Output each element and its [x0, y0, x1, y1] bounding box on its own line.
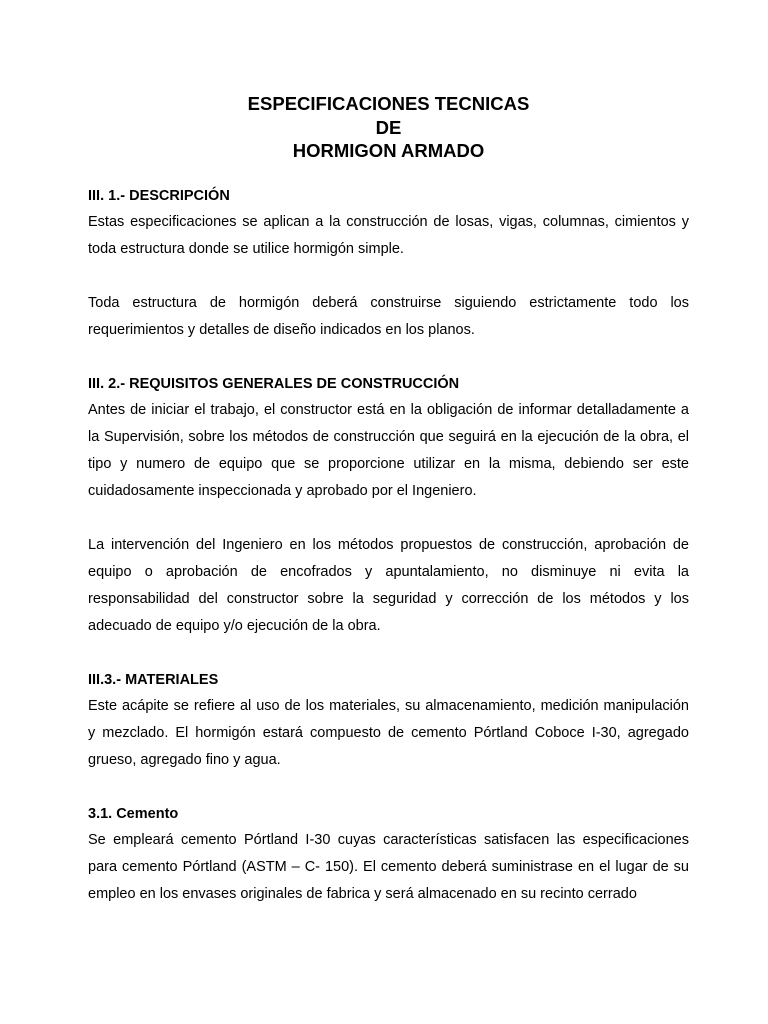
paragraph: Estas especificaciones se aplican a la construcción de losas, vigas, columnas, cimientos y toda estructura donde se utilice hormigón simple. [88, 213, 689, 257]
paragraph: Toda estructura de hormigón deberá construirse siguiendo estrictamente todo los requerimientos y detalles de diseño indicados en los planos. [88, 294, 689, 338]
section-heading-descripcion: III. 1.- DESCRIPCIÓN [88, 187, 230, 204]
title-line-2: DE [375, 116, 402, 138]
document-title [88, 92, 689, 163]
document-page [88, 92, 689, 908]
paragraph: La intervención del Ingeniero en los métodos propuestos de construcción, aprobación de equipo o aprobación de encofrados y apuntalamiento, no disminuye ni evita la responsabilidad del constructor sobre la seguridad y corrección de los métodos y los adecuado de equipo y/o ejecución de la obra. [88, 536, 689, 634]
section-heading-cemento: 3.1. Cemento [88, 805, 179, 822]
paragraph: Este acápite se refiere al uso de los materiales, su almacenamiento, medición manipulación y mezclado. El hormigón estará compuesto de cemento Pórtland Coboce I-30, agregado grueso, agregado fino y agua. [88, 697, 689, 768]
paragraph: Antes de iniciar el trabajo, el constructor está en la obligación de informar detalladamente a la Supervisión, sobre los métodos de construcción que seguirá en la ejecución de la obra, el tipo y numero de equipo que se proporcione utilizar en la misma, debiendo ser este cuidadosamente inspeccionada y aprobado por el Ingeniero. [88, 401, 689, 499]
paragraph: Se empleará cemento Pórtland I-30 cuyas características satisfacen las especificaciones para cemento Pórtland (ASTM – C- 150). El cemento deberá suministrase en el lugar de su empleo en los envases originales de fabrica y será almacenado en su recinto cerrado [88, 831, 689, 902]
section-heading-materiales: III.3.- MATERIALES [88, 671, 219, 688]
title-line-3: HORMIGON ARMADO [292, 140, 485, 161]
title-line-1: ESPECIFICACIONES TECNICAS [247, 93, 530, 114]
section-heading-requisitos: III. 2.- REQUISITOS GENERALES DE CONSTRUCCIÓN [88, 375, 460, 392]
